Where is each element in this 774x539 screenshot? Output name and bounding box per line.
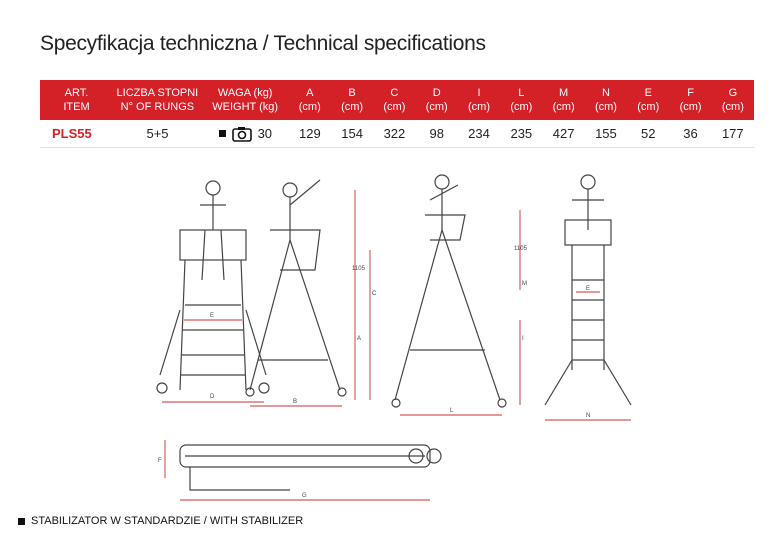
header-item: ART. ITEM xyxy=(63,87,90,113)
value-g: 177 xyxy=(721,126,744,141)
label-d: D xyxy=(210,394,215,400)
weight-cell xyxy=(202,126,289,142)
label-e: E xyxy=(210,313,215,319)
header-f: F (cm) xyxy=(679,87,702,113)
header-rungs: LICZBA STOPNI N° OF RUNGS xyxy=(116,87,199,113)
rungs-value: 5+5 xyxy=(146,126,169,141)
footnote-text: STABILIZATOR W STANDARDZIE / WITH STABILIZER xyxy=(31,515,304,527)
header-n: N (cm) xyxy=(594,87,617,113)
label-e2: E xyxy=(586,286,591,292)
label-1105-b: 1105 xyxy=(514,246,527,252)
value-m: 427 xyxy=(552,126,575,141)
value-a: 129 xyxy=(298,126,321,141)
page-title: Specyfikacja techniczna / Technical specifications xyxy=(40,32,486,55)
value-e: 52 xyxy=(640,126,656,141)
value-d: 98 xyxy=(429,126,444,141)
open-side-view xyxy=(392,175,506,407)
weight-value: 30 xyxy=(257,126,273,141)
stabilizer-marker xyxy=(219,130,226,137)
table-row xyxy=(40,120,754,148)
label-b: B xyxy=(293,399,298,405)
table-header xyxy=(40,80,754,120)
technical-drawing xyxy=(140,160,640,510)
header-weight: WAGA (kg) WEIGHT (kg) xyxy=(212,87,279,113)
value-n: 155 xyxy=(595,126,617,141)
folded-view xyxy=(180,445,441,490)
header-c: C (cm) xyxy=(383,87,406,113)
value-b: 154 xyxy=(341,126,363,141)
label-f: F xyxy=(158,458,162,464)
side-view xyxy=(246,180,346,396)
header-e: E (cm) xyxy=(637,87,660,113)
header-i: I (cm) xyxy=(468,87,490,113)
label-n: N xyxy=(586,413,591,419)
spec-table xyxy=(40,80,754,148)
label-i: I xyxy=(522,336,524,342)
square-bullet-icon xyxy=(18,518,25,525)
dimension-lines xyxy=(162,190,631,500)
header-l: L (cm) xyxy=(510,87,533,113)
header-d: D (cm) xyxy=(425,87,448,113)
label-a: A xyxy=(357,336,362,342)
label-m: M xyxy=(522,281,527,287)
header-b: B (cm) xyxy=(341,87,364,113)
camera-icon xyxy=(232,126,252,142)
header-g: G (cm) xyxy=(721,87,744,113)
value-f: 36 xyxy=(683,126,698,141)
dimension-labels xyxy=(158,246,590,499)
stabilizer-footnote xyxy=(18,515,303,527)
label-c: C xyxy=(372,291,377,297)
header-m: M (cm) xyxy=(552,87,575,113)
value-c: 322 xyxy=(383,126,406,141)
front-view xyxy=(157,181,269,393)
header-a: A (cm) xyxy=(298,87,321,113)
item-code: PLS55 xyxy=(52,126,92,141)
label-g: G xyxy=(302,493,307,499)
value-i: 234 xyxy=(468,126,490,141)
label-1105: 1105 xyxy=(352,266,365,272)
value-l: 235 xyxy=(510,126,533,141)
label-l: L xyxy=(450,408,454,414)
